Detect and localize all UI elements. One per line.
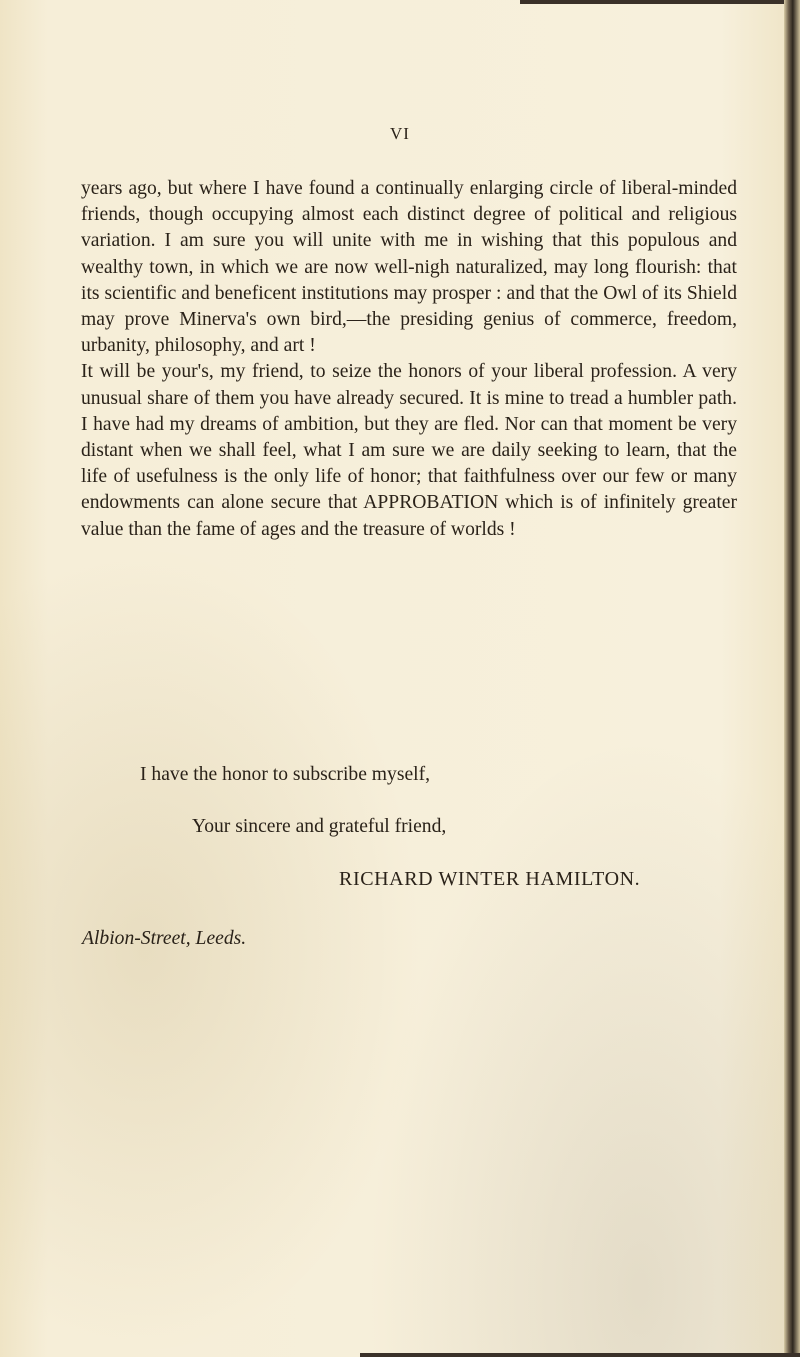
letter-body	[81, 176, 737, 543]
signature: RICHARD WINTER HAMILTON.	[339, 868, 641, 890]
body-paragraph-2: It will be your's, my friend, to seize the honors of your liberal profession. A very unusual share of them you have already secured. It is mine to tread a humbler path. I have had my dreams of ambition, but they are fled. Nor can that moment be very distant when we shall feel, what I am sure we are daily seeking to learn, that the life of usefulness is the only life of honor; that faithfulness over our few or many endowments can alone secure that APPROBATION which is of infinitely greater value than the fame of ages and the treasure of worlds !	[81, 361, 737, 540]
page-number: VI	[390, 124, 410, 143]
page-top-edge	[520, 0, 800, 4]
page-bottom-edge	[360, 1353, 800, 1357]
closing-subscribe: I have the honor to subscribe myself,	[140, 764, 431, 785]
address-line: Albion-Street, Leeds.	[82, 928, 247, 949]
closing-sincere: Your sincere and grateful friend,	[192, 816, 447, 837]
body-paragraph-1: years ago, but where I have found a continually enlarging circle of liberal-minded friends, though occupying almost each distinct degree of political and religious variation. I am sure you will unite with me in wishing that this populous and wealthy town, in which we are now well-nigh naturalized, may long flourish: that its scientific and beneficent institutions may prosper : and that the Owl of its Shield may prove Minerva's own bird,—the presiding genius of commerce, freedom, urbanity, philosophy, and art !	[81, 178, 737, 357]
page-binding-edge	[784, 0, 800, 1357]
